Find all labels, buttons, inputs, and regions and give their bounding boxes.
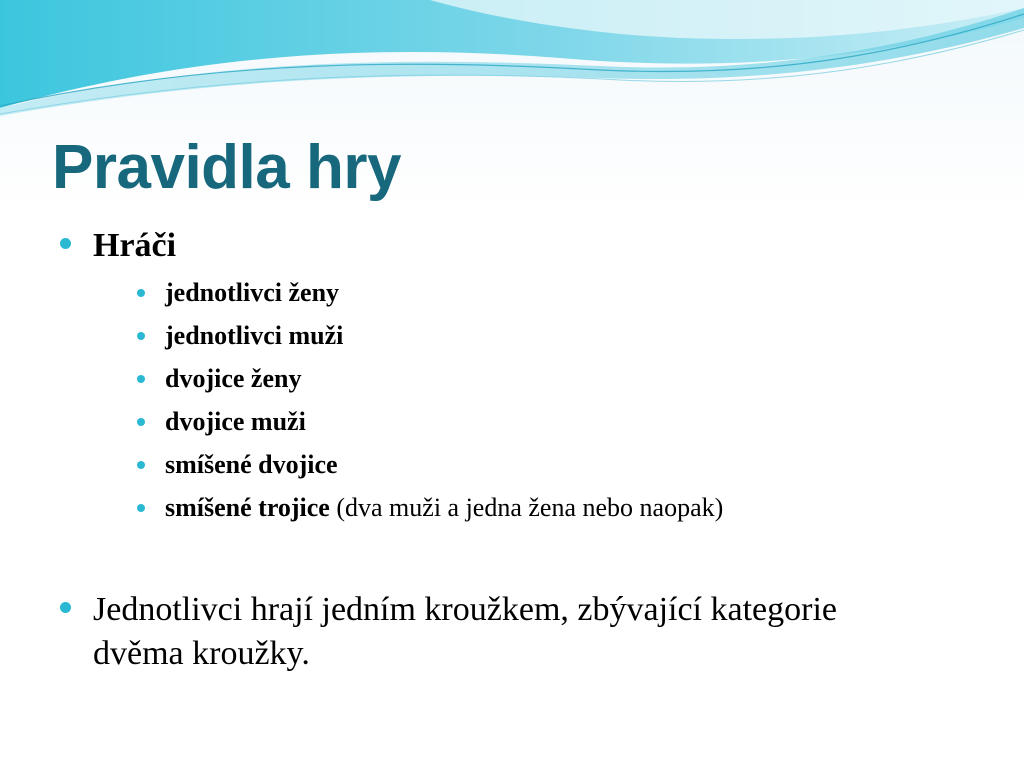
category-label: smíšené dvojice — [165, 450, 338, 479]
category-label: dvojice muži — [165, 407, 306, 436]
sub-bullet-dot-icon — [137, 461, 145, 469]
sub-bullet-dot-icon — [137, 418, 145, 426]
sub-bullet-dot-icon — [137, 375, 145, 383]
category-label: jednotlivci ženy — [165, 278, 340, 307]
sub-bullet-dot-icon — [137, 289, 145, 297]
category-label: jednotlivci muži — [165, 321, 344, 350]
page-title: Pravidla hry — [52, 133, 401, 202]
header-wave-decoration — [0, 0, 1024, 130]
rings-rule-line-2: dvěma kroužky. — [93, 635, 310, 672]
category-label: smíšené trojice — [165, 493, 330, 522]
category-note: (dva muži a jedna žena nebo naopak) — [329, 493, 724, 522]
bullet-dot-icon — [60, 602, 71, 613]
rings-rule-line-1: Jednotlivci hrají jedním kroužkem, zbývající kategorie — [93, 591, 837, 628]
sub-bullet-dot-icon — [137, 332, 145, 340]
category-label: dvojice ženy — [165, 364, 302, 393]
bullet-players-label: Hráči — [93, 227, 177, 264]
bullet-dot-icon — [60, 238, 71, 249]
sub-bullet-dot-icon — [137, 504, 145, 512]
